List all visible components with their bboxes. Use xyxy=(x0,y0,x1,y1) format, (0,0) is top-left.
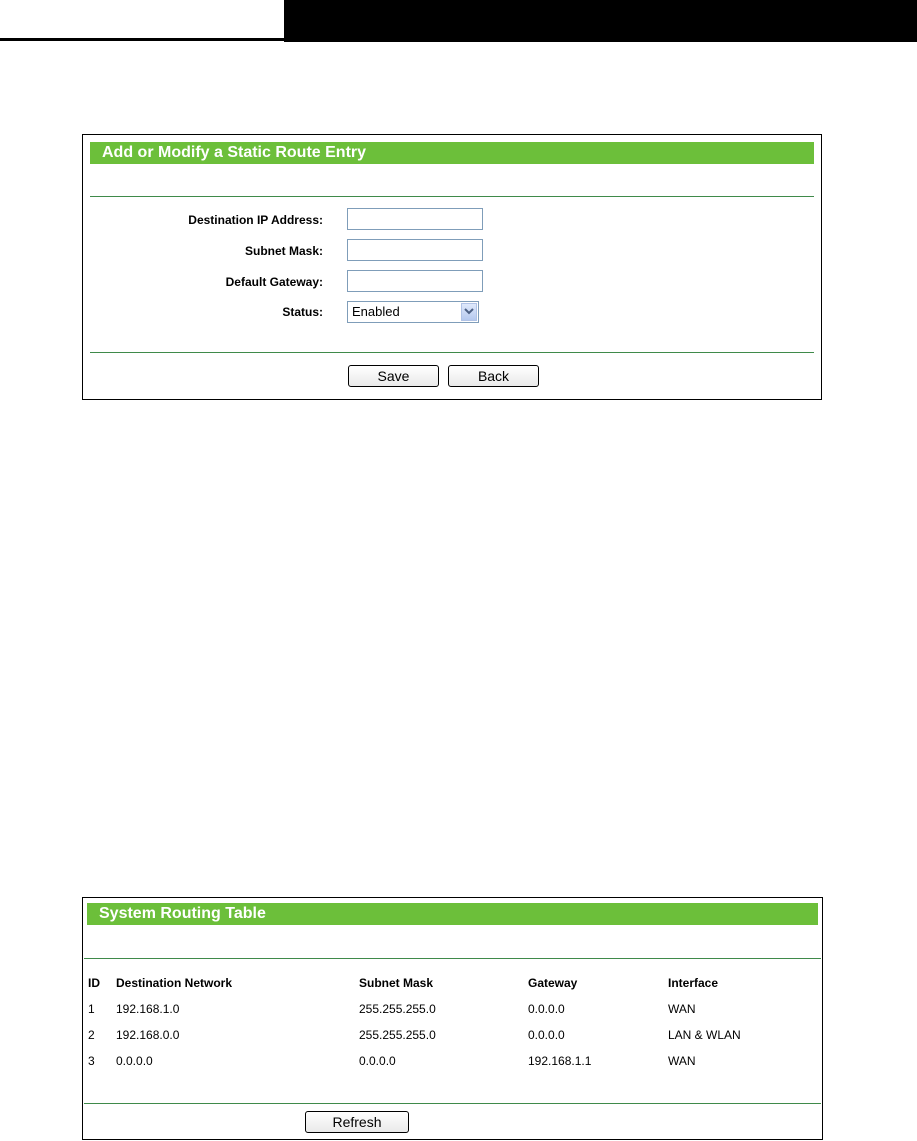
cell-gateway: 0.0.0.0 xyxy=(528,1028,565,1042)
divider xyxy=(90,196,814,197)
column-header-id: ID xyxy=(88,976,100,990)
column-header-interface: Interface xyxy=(668,976,719,990)
back-button[interactable]: Back xyxy=(448,365,539,387)
static-route-form-panel xyxy=(82,134,822,400)
cell-interface: WAN xyxy=(668,1054,696,1068)
subnet-mask-input[interactable] xyxy=(347,239,483,261)
document-header-bar xyxy=(0,0,917,42)
subnet-mask-label: Subnet Mask: xyxy=(244,244,323,258)
header-tab xyxy=(0,0,284,41)
status-select[interactable] xyxy=(347,301,479,323)
panel-title: Add or Modify a Static Route Entry xyxy=(90,142,814,164)
status-selected-value: Enabled xyxy=(352,304,400,319)
panel-title: System Routing Table xyxy=(87,903,818,925)
cell-destination: 192.168.0.0 xyxy=(116,1028,180,1042)
cell-subnet: 0.0.0.0 xyxy=(359,1054,396,1068)
cell-id: 1 xyxy=(88,1002,95,1016)
status-label: Status: xyxy=(282,305,323,319)
save-button[interactable]: Save xyxy=(348,365,439,387)
cell-destination: 0.0.0.0 xyxy=(116,1054,153,1068)
column-header-subnet: Subnet Mask xyxy=(359,976,434,990)
refresh-button[interactable]: Refresh xyxy=(305,1111,409,1133)
column-header-gateway: Gateway xyxy=(528,976,578,990)
destination-ip-input[interactable] xyxy=(347,208,483,230)
cell-subnet: 255.255.255.0 xyxy=(359,1002,436,1016)
default-gateway-label: Default Gateway: xyxy=(225,275,323,289)
cell-interface: LAN & WLAN xyxy=(668,1028,741,1042)
destination-ip-label: Destination IP Address: xyxy=(188,213,323,227)
column-header-destination: Destination Network xyxy=(116,976,233,990)
routing-table-panel xyxy=(82,897,823,1140)
cell-interface: WAN xyxy=(668,1002,696,1016)
divider xyxy=(84,1103,821,1104)
header-black-band xyxy=(284,0,917,42)
default-gateway-input[interactable] xyxy=(347,270,483,292)
cell-id: 3 xyxy=(88,1054,95,1068)
divider xyxy=(90,352,814,353)
cell-destination: 192.168.1.0 xyxy=(116,1002,180,1016)
divider xyxy=(84,958,821,959)
chevron-down-icon[interactable] xyxy=(461,303,477,321)
cell-id: 2 xyxy=(88,1028,95,1042)
cell-gateway: 192.168.1.1 xyxy=(528,1054,592,1068)
cell-subnet: 255.255.255.0 xyxy=(359,1028,436,1042)
cell-gateway: 0.0.0.0 xyxy=(528,1002,565,1016)
